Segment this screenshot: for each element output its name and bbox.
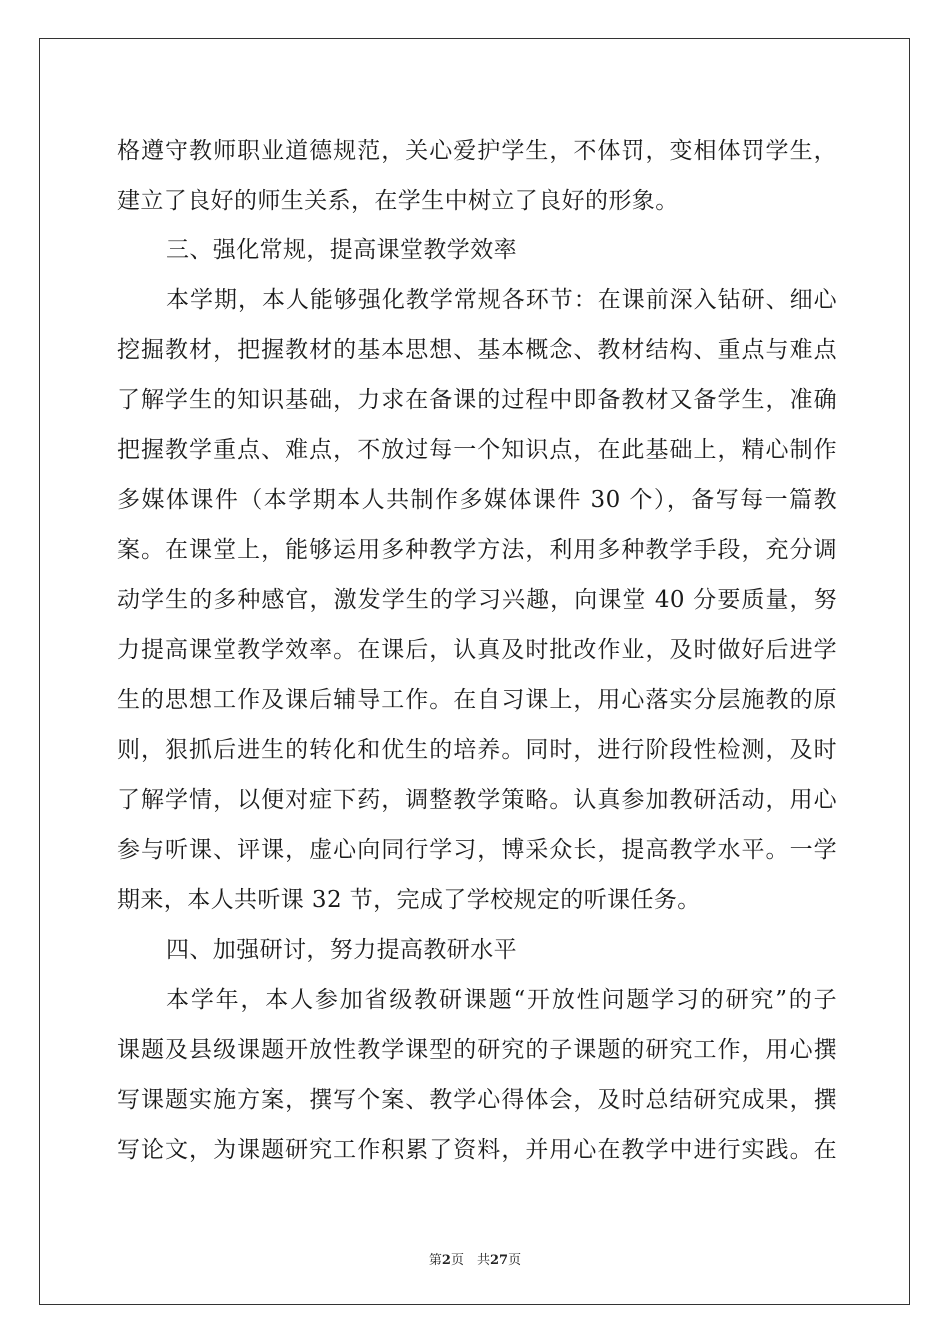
footer-mid: 页 共 (450, 1253, 490, 1268)
text-line: 力提高课堂教学效率。在课后，认真及时批改作业，及时做好后进学 (117, 637, 837, 663)
text-line: 写课题实施方案，撰写个案、教学心得体会，及时总结研究成果，撰 (117, 1087, 837, 1113)
total-pages-number: 27 (489, 1253, 509, 1268)
section-heading: 三、强化常规，提高课堂教学效率 (166, 237, 517, 263)
text-line: 格遵守教师职业道德规范，关心爱护学生，不体罚，变相体罚学生， (117, 138, 837, 164)
text-line: 挖掘教材，把握教材的基本思想、基本概念、教材结构、重点与难点 (117, 337, 837, 363)
text-line: 则，狠抓后进生的转化和优生的培养。同时，进行阶段性检测，及时 (117, 737, 837, 763)
text-line: 参与听课、评课，虚心向同行学习，博采众长，提高教学水平。一学 (117, 837, 837, 863)
text-line: 生的思想工作及课后辅导工作。在自习课上，用心落实分层施教的原 (117, 687, 837, 713)
page-footer (0, 1249, 950, 1268)
footer-prefix: 第 (428, 1253, 442, 1268)
section-heading: 四、加强研讨，努力提高教研水平 (166, 937, 517, 963)
text-line: 了解学情，以便对症下药，调整教学策略。认真参加教研活动，用心 (117, 787, 837, 813)
text-line: 建立了良好的师生关系，在学生中树立了良好的形象。 (117, 188, 679, 214)
text-line: 动学生的多种感官，激发学生的学习兴趣，向课堂 40 分要质量，努 (117, 587, 837, 613)
text-line: 了解学生的知识基础，力求在备课的过程中即备教材又备学生，准确 (117, 387, 837, 413)
text-line: 期来，本人共听课 32 节，完成了学校规定的听课任务。 (117, 887, 701, 913)
footer-suffix: 页 (508, 1253, 522, 1268)
text-line: 写论文，为课题研究工作积累了资料，并用心在教学中进行实践。在 (117, 1137, 837, 1163)
current-page-number: 2 (441, 1253, 451, 1268)
text-line: 本学年，本人参加省级教研课题“开放性问题学习的研究”的子 (166, 987, 837, 1013)
text-line: 课题及县级课题开放性教学课型的研究的子课题的研究工作，用心撰 (117, 1037, 837, 1063)
text-line: 把握教学重点、难点，不放过每一个知识点，在此基础上，精心制作 (117, 437, 837, 463)
text-line: 多媒体课件（本学期本人共制作多媒体课件 30 个），备写每一篇教 (117, 487, 837, 513)
text-line: 本学期，本人能够强化教学常规各环节：在课前深入钻研、细心 (166, 287, 837, 313)
text-line: 案。在课堂上，能够运用多种教学方法，利用多种教学手段，充分调 (117, 537, 837, 563)
